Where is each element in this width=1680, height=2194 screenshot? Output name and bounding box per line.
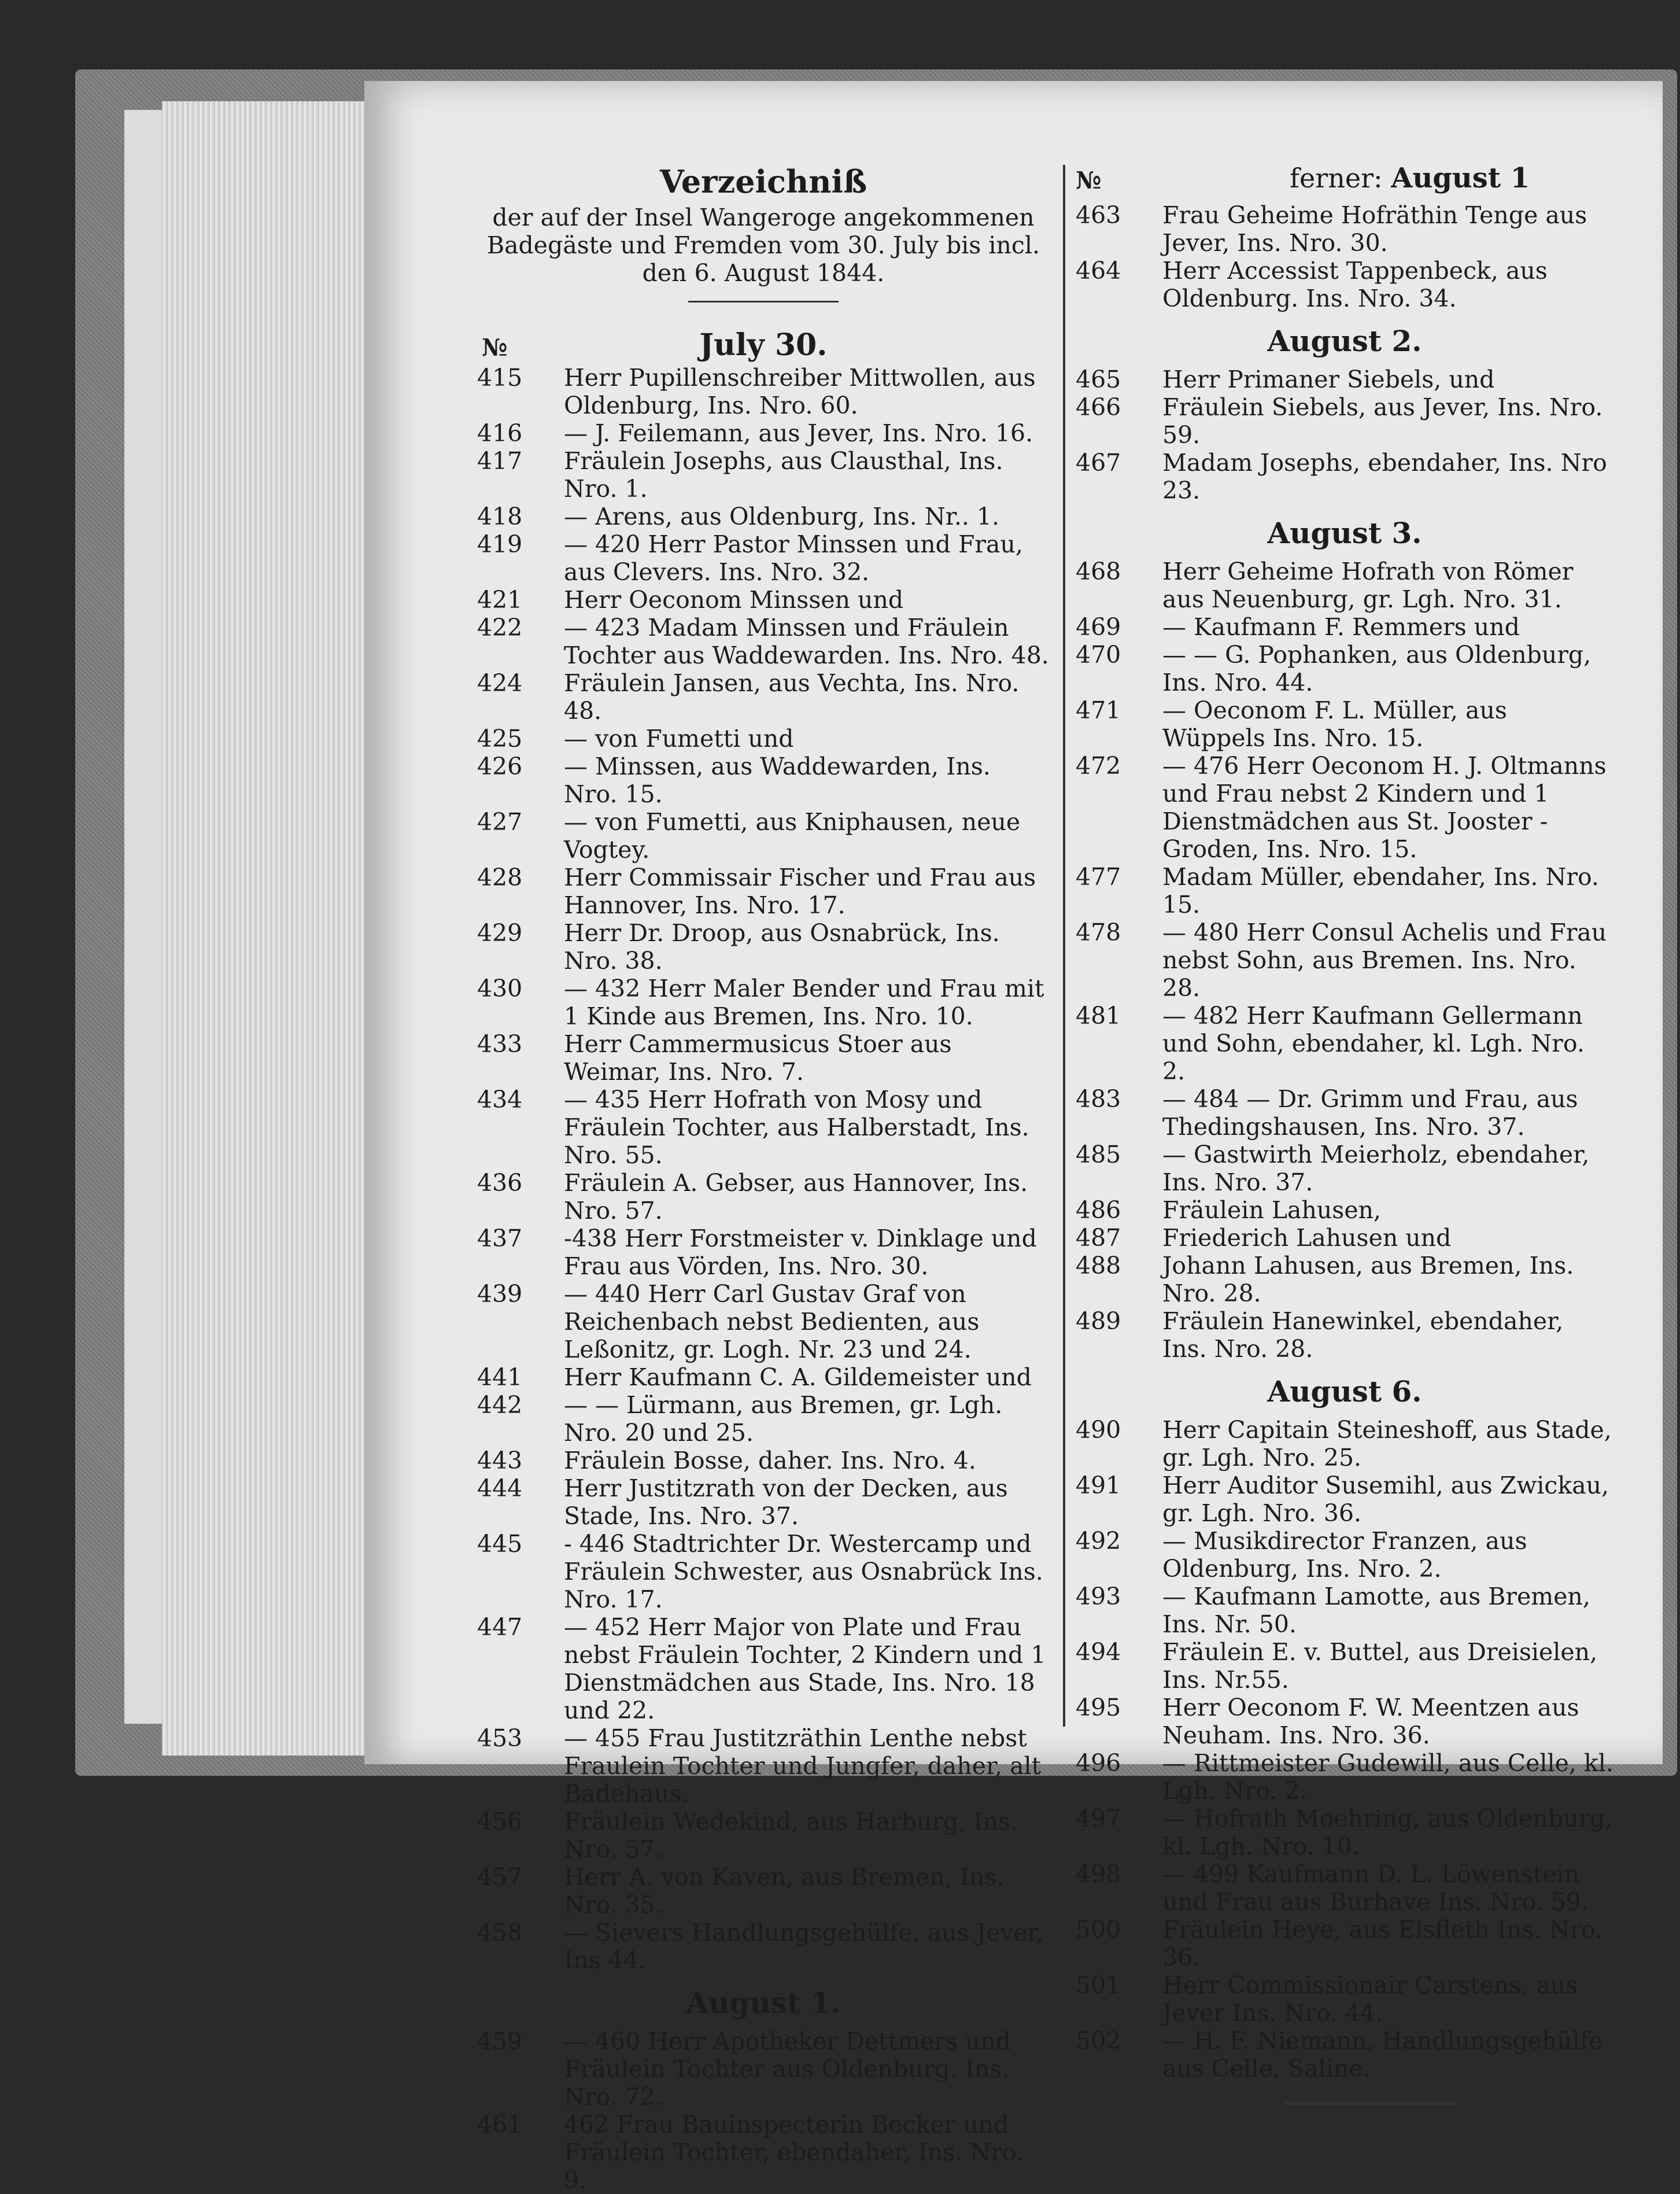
entry-text: Herr Justitzrath von der Decken, aus Stade, Ins. Nro. 37.: [564, 1474, 1008, 1530]
list-item: [1076, 752, 1613, 863]
list-item: [1076, 1583, 1613, 1638]
entry-text: Herr Commissair Fischer und Frau aus Hannover, Ins. Nro. 17.: [564, 864, 1036, 919]
entry-number: 430: [477, 975, 523, 1002]
entry-number: 459: [477, 2027, 523, 2055]
entries-august1-cont: [1076, 201, 1613, 312]
entry-number: 447: [477, 1613, 523, 1641]
entry-number: 445: [477, 1530, 523, 1558]
list-item: [1076, 1307, 1613, 1363]
continued-prefix: ferner:: [1290, 163, 1383, 194]
list-item: [477, 530, 1050, 586]
entry-number: 418: [477, 503, 523, 530]
entry-text: Fräulein A. Gebser, aus Hannover, Ins. Nro. 57.: [564, 1169, 1028, 1225]
entries-august2: [1076, 366, 1613, 504]
entries-august6: [1076, 1416, 1613, 2082]
entry-text: Herr A. von Kaven, aus Bremen, Ins. Nro. 35.: [564, 1863, 1005, 1919]
section-title-august6: August 6.: [1267, 1374, 1422, 1408]
entry-number: 491: [1076, 1472, 1121, 1499]
list-item: [1076, 863, 1613, 919]
entry-number: 494: [1076, 1638, 1121, 1666]
list-item: [477, 1863, 1050, 1919]
entry-number: 419: [477, 530, 523, 558]
entry-number: 441: [477, 1363, 523, 1391]
entry-text: Madam Josephs, ebendaher, Ins. Nro 23.: [1162, 449, 1607, 504]
entry-number: 470: [1076, 641, 1121, 669]
entry-text: — Musikdirector Franzen, aus Oldenburg, Ins. Nro. 2.: [1162, 1527, 1527, 1583]
list-item: [477, 1363, 1050, 1391]
list-item: [1076, 1860, 1613, 1916]
entry-text: 462 Frau Bauinspecterin Becker und Fräulein Tochter, ebendaher, Ins. Nro. 9.: [564, 2111, 1024, 2194]
list-item: [477, 2027, 1050, 2111]
entry-number: 424: [477, 669, 523, 697]
entry-text: — 423 Madam Minssen und Fräulein Tochter aus Waddewarden. Ins. Nro. 48.: [564, 614, 1049, 669]
entry-text: Herr Dr. Droop, aus Osnabrück, Ins. Nro. 38.: [564, 919, 1000, 975]
entry-number: 490: [1076, 1416, 1121, 1444]
list-item: [1076, 558, 1613, 613]
entry-number: 433: [477, 1030, 523, 1058]
entry-text: — Minssen, aus Waddewarden, Ins. Nro. 15.: [564, 753, 991, 808]
entry-text: Fräulein Josephs, aus Clausthal, Ins. Nro. 1.: [564, 447, 1003, 503]
entry-text: — von Fumetti, aus Kniphausen, neue Vogtey.: [564, 808, 1021, 864]
entry-text: — Rittmeister Gudewill, aus Celle, kl. Lgh. Nro. 2.: [1162, 1749, 1613, 1805]
entry-text: Fräulein Heye, aus Elsfleth Ins. Nro. 36.: [1162, 1916, 1603, 1971]
list-item: [1076, 201, 1613, 257]
list-item: [477, 1447, 1050, 1474]
entry-number: 443: [477, 1447, 523, 1474]
entry-number: 436: [477, 1169, 523, 1197]
list-item: [477, 503, 1050, 530]
entry-number: 463: [1076, 201, 1121, 229]
entry-number: 472: [1076, 752, 1121, 780]
entry-number: 497: [1076, 1805, 1121, 1832]
page-edges: [162, 101, 370, 1756]
entries-august3: [1076, 558, 1613, 1363]
entry-text: — Arens, aus Oldenburg, Ins. Nr.. 1.: [564, 503, 1000, 530]
entry-number: 456: [477, 1808, 523, 1835]
list-item: [1076, 1085, 1613, 1141]
list-item: [477, 2111, 1050, 2194]
entry-text: — 480 Herr Consul Achelis und Frau nebst Sohn, aus Bremen. Ins. Nro. 28.: [1162, 919, 1607, 1002]
entry-number: 464: [1076, 257, 1121, 285]
list-item: [1076, 1638, 1613, 1694]
entry-number: 498: [1076, 1860, 1121, 1888]
left-column: [477, 163, 1050, 2194]
entry-text: Herr Geheime Hofrath von Römer aus Neuenburg, gr. Lgh. Nro. 31.: [1162, 558, 1574, 613]
title-line-3: den 6. August 1844.: [642, 259, 885, 287]
entry-number: 415: [477, 364, 523, 392]
entry-text: — Sievers Handlungsgehülfe, aus Jever, Ins 44.: [564, 1919, 1044, 1974]
list-item: [477, 725, 1050, 753]
entry-text: Herr Oeconom F. W. Meentzen aus Neuham. Ins. Nro. 36.: [1162, 1694, 1579, 1749]
right-column: [1076, 162, 1613, 2105]
entry-text: - 446 Stadtrichter Dr. Westercamp und Fräulein Schwester, aus Osnabrück Ins. Nro. 17.: [564, 1530, 1043, 1613]
entry-number: 471: [1076, 696, 1121, 724]
list-item: [1076, 1196, 1613, 1224]
entry-text: — J. Feilemann, aus Jever, Ins. Nro. 16.: [564, 419, 1033, 447]
entry-number: 429: [477, 919, 523, 947]
entry-number: 468: [1076, 558, 1121, 585]
entry-text: Frau Geheime Hofräthin Tenge aus Jever, Ins. Nro. 30.: [1162, 201, 1587, 257]
entry-text: — — Lürmann, aus Bremen, gr. Lgh. Nro. 20 und 25.: [564, 1391, 1003, 1447]
list-item: [477, 447, 1050, 503]
list-item: [477, 753, 1050, 808]
entry-number: 493: [1076, 1583, 1121, 1610]
list-item: [1076, 2027, 1613, 2082]
entry-text: — Kaufmann Lamotte, aus Bremen, Ins. Nr. 50.: [1162, 1583, 1590, 1638]
entry-number: 453: [477, 1724, 523, 1752]
entry-text: Fräulein Siebels, aus Jever, Ins. Nro. 59.: [1162, 393, 1603, 449]
entry-text: — 420 Herr Pastor Minssen und Frau, aus Clevers. Ins. Nro. 32.: [564, 530, 1023, 586]
list-item: [1076, 1749, 1613, 1805]
entry-text: Herr Cammermusicus Stoer aus Weimar, Ins. Nro. 7.: [564, 1030, 952, 1086]
section-header-july30: [477, 326, 1050, 364]
entry-text: Madam Müller, ebendaher, Ins. Nro. 15.: [1162, 863, 1599, 919]
entry-number: 444: [477, 1474, 523, 1502]
entry-number: 417: [477, 447, 523, 475]
list-item: [477, 808, 1050, 864]
list-item: [1076, 696, 1613, 752]
list-item: [477, 1280, 1050, 1363]
list-item: [1076, 1416, 1613, 1472]
entry-number: 487: [1076, 1224, 1121, 1252]
title-line-2: Badegäste und Fremden vom 30. July bis incl.: [486, 231, 1040, 259]
entry-text: — von Fumetti und: [564, 725, 794, 753]
entry-text: Fräulein Hanewinkel, ebendaher, Ins. Nro. 28.: [1162, 1307, 1564, 1363]
list-item: [1076, 1527, 1613, 1583]
entry-number: 496: [1076, 1749, 1121, 1777]
entry-number: 457: [477, 1863, 523, 1891]
list-item: [1076, 393, 1613, 449]
entry-text: -438 Herr Forstmeister v. Dinklage und Frau aus Vörden, Ins. Nro. 30.: [564, 1225, 1037, 1280]
list-item: [477, 1086, 1050, 1169]
list-item: [477, 669, 1050, 725]
entry-text: Herr Capitain Steineshoff, aus Stade, gr. Lgh. Nro. 25.: [1162, 1416, 1612, 1472]
entry-number: 478: [1076, 919, 1121, 946]
list-item: [477, 614, 1050, 669]
list-item: [1076, 1971, 1613, 2027]
entry-number: 467: [1076, 449, 1121, 477]
list-item: [477, 1474, 1050, 1530]
entry-number: 500: [1076, 1916, 1121, 1944]
entry-number: 427: [477, 808, 523, 836]
entry-text: — Oeconom F. L. Müller, aus Wüppels Ins. Nro. 15.: [1162, 696, 1507, 752]
list-item: [477, 1919, 1050, 1974]
entry-text: — 435 Herr Hofrath von Mosy und Fräulein Tochter, aus Halberstadt, Ins. Nro. 55.: [564, 1086, 1029, 1169]
entry-number: 437: [477, 1225, 523, 1252]
list-item: [1076, 366, 1613, 393]
list-item: [1076, 1694, 1613, 1749]
continued-heading: [1290, 164, 1530, 192]
list-item: [477, 1724, 1050, 1808]
entry-text: — 432 Herr Maler Bender und Frau mit 1 Kinde aus Bremen, Ins. Nro. 10.: [564, 975, 1044, 1030]
entry-text: Herr Auditor Susemihl, aus Zwickau, gr. Lgh. Nro. 36.: [1162, 1472, 1609, 1527]
entry-text: — 484 — Dr. Grimm und Frau, aus Thedingshausen, Ins. Nro. 37.: [1162, 1085, 1578, 1141]
entries-july30: [477, 364, 1050, 1974]
entry-text: Fräulein Wedekind, aus Harburg, Ins. Nro. 57.: [564, 1808, 1018, 1863]
end-rule: [1284, 2102, 1457, 2105]
entry-text: — 476 Herr Oeconom H. J. Oltmanns und Frau nebst 2 Kindern und 1 Dienstmädchen aus St. Jooster - Groden, Ins. Nro. 15.: [1162, 752, 1607, 863]
right-column-header: [1076, 162, 1613, 198]
title-line-1: der auf der Insel Wangeroge angekommenen: [492, 204, 1035, 231]
entry-text: Friederich Lahusen und: [1162, 1224, 1452, 1252]
entry-text: — H. F. Niemann, Handlungsgehülfe aus Celle, Saline.: [1162, 2027, 1603, 2082]
entries-august1: [477, 2027, 1050, 2194]
entry-text: — 440 Herr Carl Gustav Graf von Reichenbach nebst Bedienten, aus Leßonitz, gr. Logh. Nr. 23 und 24.: [564, 1280, 980, 1363]
entry-number: 461: [477, 2111, 523, 2138]
list-item: [477, 1530, 1050, 1613]
list-item: [477, 919, 1050, 975]
entry-number: 492: [1076, 1527, 1121, 1555]
entry-number: 466: [1076, 393, 1121, 421]
entry-number: 422: [477, 614, 523, 641]
entry-number: 458: [477, 1919, 523, 1946]
entry-text: Johann Lahusen, aus Bremen, Ins. Nro. 28.: [1162, 1252, 1574, 1307]
entry-number: 416: [477, 419, 523, 447]
list-item: [1076, 641, 1613, 696]
list-item: [477, 419, 1050, 447]
list-item: [1076, 257, 1613, 312]
list-item: [477, 1391, 1050, 1447]
entry-text: — 499 Kaufmann D. L. Löwenstein und Frau aus Burhave Ins. Nro. 59.: [1162, 1860, 1589, 1916]
entry-text: — — G. Pophanken, aus Oldenburg, Ins. Nro. 44.: [1162, 641, 1592, 696]
entry-text: Herr Kaufmann C. A. Gildemeister und: [564, 1363, 1032, 1391]
continued-title: August 1: [1391, 162, 1530, 194]
list-item: [477, 1169, 1050, 1225]
list-item: [477, 1808, 1050, 1863]
entry-number: 469: [1076, 613, 1121, 641]
entry-number: 439: [477, 1280, 523, 1308]
entry-number: 426: [477, 753, 523, 780]
entry-text: Herr Pupillenschreiber Mittwollen, aus Oldenburg, Ins. Nro. 60.: [564, 364, 1036, 419]
entry-number: 489: [1076, 1307, 1121, 1335]
entry-text: — Kaufmann F. Remmers und: [1162, 613, 1520, 641]
entry-text: — 455 Frau Justitzräthin Lenthe nebst Fraulein Tochter und Jungfer, daher, alt Badehaus.: [564, 1724, 1042, 1808]
list-item: [1076, 919, 1613, 1002]
entry-text: Herr Accessist Tappenbeck, aus Oldenburg. Ins. Nro. 34.: [1162, 257, 1548, 312]
entry-number: 442: [477, 1391, 523, 1419]
entry-number: 486: [1076, 1196, 1121, 1224]
list-item: [477, 1030, 1050, 1086]
list-item: [1076, 1916, 1613, 1971]
entry-text: Herr Oeconom Minssen und: [564, 586, 904, 614]
list-item: [477, 586, 1050, 614]
entry-text: Fräulein Jansen, aus Vechta, Ins. Nro. 48.: [564, 669, 1020, 725]
list-item: [477, 1613, 1050, 1724]
entry-text: — Gastwirth Meierholz, ebendaher, Ins. Nro. 37.: [1162, 1141, 1590, 1196]
entry-text: Fräulein E. v. Buttel, aus Dreisielen, Ins. Nr.55.: [1162, 1638, 1598, 1694]
entry-number: 434: [477, 1086, 523, 1113]
list-item: [477, 364, 1050, 419]
list-item: [1076, 1002, 1613, 1085]
list-item: [477, 864, 1050, 919]
number-sign: №: [482, 334, 508, 362]
list-item: [477, 975, 1050, 1030]
list-item: [1076, 1472, 1613, 1527]
section-title-august2: August 2.: [1267, 324, 1422, 358]
entry-number: 485: [1076, 1141, 1121, 1168]
list-item: [1076, 1805, 1613, 1860]
entry-number: 428: [477, 864, 523, 891]
entry-number: 495: [1076, 1694, 1121, 1721]
list-item: [1076, 1224, 1613, 1252]
entry-text: — 482 Herr Kaufmann Gellermann und Sohn, ebendaher, kl. Lgh. Nro. 2.: [1162, 1002, 1585, 1085]
entry-number: 465: [1076, 366, 1121, 393]
number-sign: №: [1076, 167, 1102, 194]
section-title-august1: August 1.: [686, 1986, 841, 2020]
entry-number: 488: [1076, 1252, 1121, 1279]
title-divider: [688, 301, 839, 303]
entry-text: Fräulein Lahusen,: [1162, 1196, 1382, 1224]
entry-text: — 460 Herr Apotheker Dettmers und Fräulein Tochter aus Oldenburg. Ins. Nro. 72.: [564, 2027, 1011, 2111]
entry-number: 421: [477, 586, 523, 614]
list-item: [477, 1225, 1050, 1280]
column-divider: [1063, 165, 1065, 1727]
entry-text: — Hofrath Moehring, aus Oldenburg, kl. Lgh. Nro. 10.: [1162, 1805, 1613, 1860]
section-title: July 30.: [699, 327, 828, 363]
entry-text: Herr Primaner Siebels, und: [1162, 366, 1495, 393]
entry-number: 425: [477, 725, 523, 753]
section-title-august3: August 3.: [1267, 516, 1422, 550]
entry-number: 501: [1076, 1971, 1121, 1999]
entry-text: — 452 Herr Major von Plate und Frau nebst Fräulein Tochter, 2 Kindern und 1 Dienstmädchen aus Stade, Ins. Nro. 18 und 22.: [564, 1613, 1046, 1724]
entry-text: Fräulein Bosse, daher. Ins. Nro. 4.: [564, 1447, 976, 1474]
list-item: [1076, 613, 1613, 641]
entry-number: 502: [1076, 2027, 1121, 2055]
list-item: [1076, 1141, 1613, 1196]
list-item: [1076, 1252, 1613, 1307]
entry-number: 483: [1076, 1085, 1121, 1113]
list-item: [1076, 449, 1613, 504]
entry-number: 477: [1076, 863, 1121, 891]
page-title: Verzeichniß: [659, 163, 867, 200]
entry-text: Herr Commissionair Carstens, aus Jever Ins. Nro. 44.: [1162, 1971, 1578, 2027]
entry-number: 481: [1076, 1002, 1121, 1030]
